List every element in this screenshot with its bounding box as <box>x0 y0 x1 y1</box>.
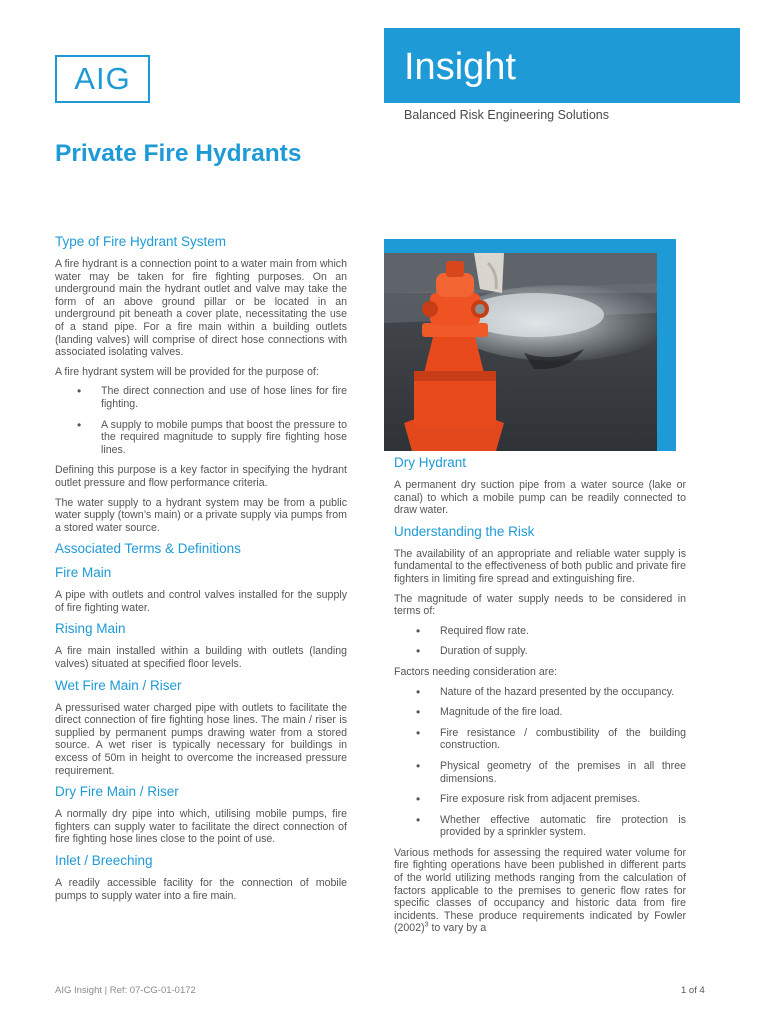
paragraph: A pressurised water charged pipe with outlets to facilitate the direct connection of fire fighting hose lines. The main / riser is supplied by permanent pumps drawing water from a stored source. A wet riser is typically necessary for buildings in excess of 50m in height to overcome the increased pressure requirement. <box>55 701 347 777</box>
aig-logo <box>55 55 150 103</box>
term-heading: Dry Hydrant <box>394 455 467 470</box>
list-item: • Physical geometry of the premises in all three dimensions. <box>394 760 686 785</box>
paragraph <box>394 847 686 935</box>
paragraph: A fire main installed within a building with outlets (landing valves) situated at specified floor levels. <box>55 645 347 671</box>
paragraph: A normally dry pipe into which, utilising mobile pumps, fire fighters can supply water to facilitate the direct connection of fire fighting hose lines close to the point of use. <box>55 808 347 846</box>
methods-text: Various methods for assessing the required water volume for fire fighting operations have been published in different parts of the world utilizing methods ranging from the calculation of factors applicable to the premises to generic flow rates for specific classes of occupancy and historic data from fire incidents. These produce requirements indicated by Fowler (2002) <box>394 846 686 935</box>
paragraph: A fire hydrant is a connection point to a water main from which water may be taken for fire fighting purposes. On an underground main the hydrant outlet and valve may take the form of an above ground pillar or be located in an underground pit beneath a cover plate, necessitating the use of a stand pipe. For a fire main within a building outlets (landing valves) will comprise of direct hose connections with associated isolating valves. <box>55 258 347 359</box>
term-heading: Inlet / Breeching <box>55 853 153 868</box>
right-column <box>394 455 686 942</box>
list-item: • Fire resistance / combustibility of the building construction. <box>394 727 686 752</box>
term-heading: Dry Fire Main / Riser <box>55 784 179 800</box>
list-item: • Magnitude of the fire load. <box>394 706 686 719</box>
page-number: 1 of 4 <box>681 985 705 996</box>
list-item: • A supply to mobile pumps that boost the pressure to the required magnitude to supply fire fighting hose lines. <box>55 419 347 457</box>
fire-hydrant-photo <box>384 253 657 451</box>
list-item: • Whether effective automatic fire protection is provided by a sprinkler system. <box>394 814 686 839</box>
list-item: • Fire exposure risk from adjacent premises. <box>394 793 686 806</box>
paragraph: The availability of an appropriate and reliable water supply is fundamental to the effectiveness of both public and private fire fighters in limiting fire spread and extinguishing fire. <box>394 547 686 585</box>
footnote-ref: 3 <box>424 921 429 929</box>
list-item: • Nature of the hazard presented by the occupancy. <box>394 686 686 699</box>
paragraph: A permanent dry suction pipe from a water source (lake or canal) to which a mobile pump can be readily connected to draw water. <box>394 479 686 517</box>
insight-banner <box>384 28 740 103</box>
logo-text: AIG <box>74 61 131 96</box>
section-heading: Understanding the Risk <box>394 523 535 539</box>
banner-subtitle: Balanced Risk Engineering Solutions <box>404 108 609 122</box>
section-heading: Associated Terms & Definitions <box>55 541 241 557</box>
paragraph: The water supply to a hydrant system may be from a public water supply (town’s main) or a private supply via pumps from a stored water source. <box>55 496 347 534</box>
term-heading: Wet Fire Main / Riser <box>55 677 182 693</box>
banner-title: Insight <box>404 46 516 88</box>
list-item: • Required flow rate. <box>394 625 686 638</box>
paragraph: The magnitude of water supply needs to be considered in terms of: <box>394 592 686 618</box>
footer-reference: AIG Insight | Ref: 07-CG-01-0172 <box>55 985 196 996</box>
paragraph: A readily accessible facility for the connection of mobile pumps to supply water into a fire main. <box>55 877 347 902</box>
list-item: • The direct connection and use of hose lines for fire fighting. <box>55 385 347 410</box>
page-title: Private Fire Hydrants <box>55 140 302 167</box>
paragraph: A pipe with outlets and control valves installed for the supply of fire fighting water. <box>55 589 347 614</box>
factors-list <box>394 686 686 839</box>
section-heading: Type of Fire Hydrant System <box>55 234 227 249</box>
term-heading: Fire Main <box>55 565 112 581</box>
paragraph: Factors needing consideration are: <box>394 665 558 678</box>
supply-list <box>394 625 686 658</box>
term-heading: Rising Main <box>55 621 126 637</box>
left-column <box>55 234 347 909</box>
list-item: • Duration of supply. <box>394 645 686 658</box>
paragraph: Defining this purpose is a key factor in specifying the hydrant outlet pressure and flow performance criteria. <box>55 464 347 489</box>
paragraph: A fire hydrant system will be provided for the purpose of: <box>55 365 319 378</box>
methods-text-end: to vary by a <box>428 922 487 935</box>
purpose-list <box>55 385 347 456</box>
